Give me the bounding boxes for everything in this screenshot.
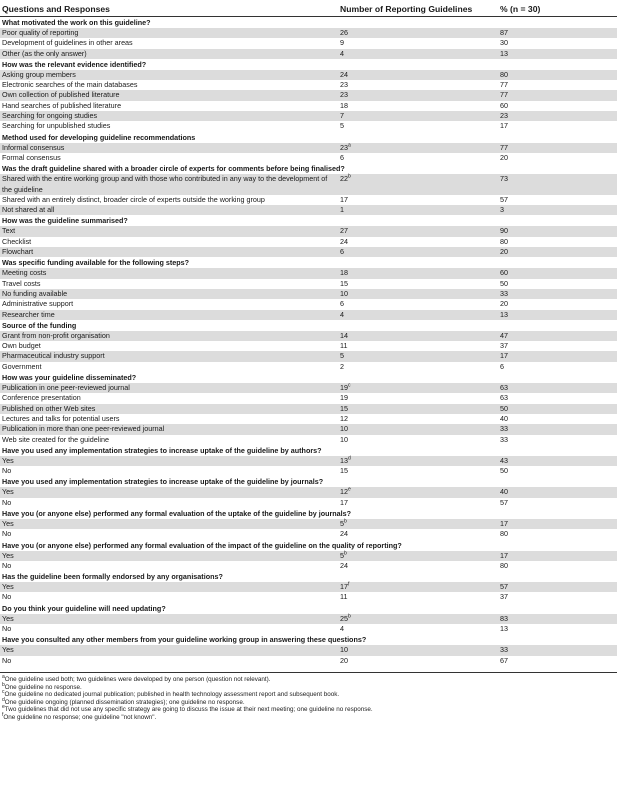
- response-count: 15: [340, 403, 348, 413]
- table-row: [0, 38, 617, 48]
- response-percent: 87: [498, 28, 617, 38]
- footnote: [2, 673, 615, 684]
- response-count: 15: [340, 466, 348, 476]
- response-count: 17: [340, 582, 348, 592]
- section-heading-row: [0, 372, 617, 383]
- footnote-text: One guideline no dedicated journal publication; published in health technology assessment report and subsequent book.: [4, 691, 340, 699]
- table-row: [0, 529, 617, 539]
- response-count: 24: [340, 69, 348, 79]
- response-count-cell: [338, 551, 498, 561]
- response-count: 23: [340, 90, 348, 100]
- section-heading: What motivated the work on this guideline?: [0, 17, 617, 29]
- section-heading-row: [0, 163, 617, 174]
- section-heading: Have you consulted any other members from your guideline working group in answering these questions?: [0, 634, 617, 645]
- response-label: Not shared at all: [0, 205, 338, 215]
- response-percent: 30: [498, 38, 617, 48]
- response-count: 13: [340, 455, 348, 465]
- response-label: Own budget: [0, 341, 338, 351]
- response-count: 1: [340, 205, 344, 215]
- section-heading-row: [0, 508, 617, 519]
- response-percent: 57: [498, 498, 617, 508]
- response-count-cell: [338, 645, 498, 655]
- response-percent: 17: [498, 519, 617, 529]
- response-count-cell: [338, 195, 498, 205]
- table-row: [0, 237, 617, 247]
- response-label: Yes: [0, 614, 338, 624]
- response-label: Own collection of published literature: [0, 90, 338, 100]
- response-count-cell: [338, 404, 498, 414]
- response-count-cell: [338, 70, 498, 80]
- footnote-marker: b: [344, 550, 347, 557]
- footnote-mark: e: [2, 704, 5, 711]
- table-row: [0, 299, 617, 309]
- response-label: Yes: [0, 582, 338, 592]
- response-label: No: [0, 592, 338, 602]
- section-heading: Method used for developing guideline recommendations: [0, 132, 617, 143]
- response-count: 19: [340, 383, 348, 393]
- response-percent: 6: [498, 362, 617, 372]
- response-percent: 60: [498, 101, 617, 111]
- response-count: 26: [340, 28, 348, 37]
- response-percent: 37: [498, 341, 617, 351]
- response-percent: 50: [498, 279, 617, 289]
- response-label: Hand searches of published literature: [0, 101, 338, 111]
- response-count-cell: [338, 310, 498, 320]
- footnote-text: One guideline used both; two guidelines were developed by one person (question not relevant).: [4, 675, 271, 683]
- footnote-mark: b: [2, 681, 5, 688]
- section-heading-row: [0, 132, 617, 143]
- response-count: 10: [340, 645, 348, 655]
- response-count-cell: [338, 226, 498, 236]
- response-label: Informal consensus: [0, 143, 338, 153]
- response-percent: 20: [498, 299, 617, 309]
- table-header-row: [0, 0, 617, 17]
- response-label: Pharmaceutical industry support: [0, 351, 338, 361]
- section-heading: Was the draft guideline shared with a broader circle of experts for comments before being finalised?: [0, 163, 617, 174]
- response-count-cell: [338, 383, 498, 393]
- section-heading: Have you used any implementation strategies to increase uptake of the guideline by authors?: [0, 445, 617, 456]
- table-row: [0, 121, 617, 131]
- response-count-cell: [338, 362, 498, 372]
- footnote-marker: e: [348, 487, 351, 493]
- response-count: 18: [340, 100, 348, 110]
- response-count-cell: [338, 424, 498, 434]
- response-count-cell: [338, 341, 498, 351]
- response-label: Researcher time: [0, 310, 338, 320]
- response-percent: 77: [498, 90, 617, 100]
- response-percent: 57: [498, 582, 617, 592]
- footnote-marker: c: [348, 382, 351, 389]
- response-percent: 67: [498, 656, 617, 666]
- response-percent: 23: [498, 111, 617, 121]
- response-percent: 43: [498, 456, 617, 466]
- footnote-mark: a: [2, 673, 5, 680]
- response-count-cell: [338, 111, 498, 121]
- response-percent: 50: [498, 404, 617, 414]
- response-count: 24: [340, 236, 348, 246]
- footnote-mark: f: [2, 711, 4, 718]
- response-label: Text: [0, 226, 338, 236]
- response-count: 5: [340, 550, 344, 560]
- response-count: 27: [340, 226, 348, 236]
- response-percent: 13: [498, 310, 617, 320]
- response-count: 23: [340, 80, 348, 90]
- section-heading: How was your guideline disseminated?: [0, 372, 617, 383]
- response-label: No: [0, 561, 338, 571]
- response-count-cell: [338, 143, 498, 153]
- response-percent: 77: [498, 80, 617, 90]
- response-label: Yes: [0, 519, 338, 529]
- response-count: 9: [340, 38, 344, 48]
- response-count: 22: [340, 174, 348, 184]
- response-count: 7: [340, 111, 344, 121]
- response-count-cell: [338, 487, 498, 497]
- table-row: [0, 561, 617, 571]
- response-label: No: [0, 529, 338, 539]
- footnote-text: One guideline no response.: [4, 683, 82, 691]
- response-count: 6: [340, 299, 344, 309]
- response-count-cell: [338, 592, 498, 602]
- response-percent: 17: [498, 551, 617, 561]
- response-count: 5: [340, 121, 344, 131]
- table-row: [0, 383, 617, 393]
- response-label: Travel costs: [0, 279, 338, 289]
- response-count-cell: [338, 656, 498, 666]
- response-count: 10: [340, 424, 348, 434]
- response-count-cell: [338, 101, 498, 111]
- response-count: 12: [340, 487, 348, 497]
- response-count: 25: [340, 613, 348, 623]
- response-percent: 20: [498, 247, 617, 257]
- response-label: No: [0, 466, 338, 476]
- response-count-cell: [338, 561, 498, 571]
- table-row: [0, 101, 617, 111]
- table-row: [0, 195, 617, 205]
- response-count-cell: [338, 351, 498, 361]
- section-heading: Do you think your guideline will need updating?: [0, 603, 617, 614]
- section-heading: Has the guideline been formally endorsed by any organisations?: [0, 571, 617, 582]
- response-label: Flowchart: [0, 247, 338, 257]
- response-label: Publication in more than one peer-reviewed journal: [0, 424, 338, 434]
- response-percent: 63: [498, 383, 617, 393]
- response-label: Development of guidelines in other areas: [0, 38, 338, 48]
- response-label: Poor quality of reporting: [0, 28, 338, 38]
- response-label: Shared with an entirely distinct, broader circle of experts outside the working group: [0, 195, 338, 205]
- response-count-cell: [338, 414, 498, 424]
- section-heading-row: [0, 571, 617, 582]
- response-percent: 47: [498, 331, 617, 341]
- response-count-cell: [338, 153, 498, 163]
- footnote-marker: f: [348, 581, 350, 588]
- table-row: [0, 551, 617, 561]
- response-percent: 60: [498, 268, 617, 278]
- response-label: Yes: [0, 645, 338, 655]
- table-row: [0, 143, 617, 153]
- response-count-cell: [338, 121, 498, 131]
- response-label: No: [0, 656, 338, 666]
- response-count: 17: [340, 497, 348, 507]
- header-percent: % (n = 30): [498, 0, 617, 17]
- response-count-cell: [338, 624, 498, 634]
- section-heading: Source of the funding: [0, 320, 617, 331]
- response-label: Checklist: [0, 237, 338, 247]
- response-percent: 40: [498, 487, 617, 497]
- response-count-cell: [338, 247, 498, 257]
- table-row: [0, 80, 617, 90]
- response-label: Searching for unpublished studies: [0, 121, 338, 131]
- table-row: [0, 331, 617, 341]
- section-heading: Was specific funding available for the following steps?: [0, 257, 617, 268]
- response-label: No funding available: [0, 289, 338, 299]
- response-label: Asking group members: [0, 70, 338, 80]
- table-row: [0, 226, 617, 236]
- response-count: 14: [340, 330, 348, 340]
- table-row: [0, 414, 617, 424]
- response-percent: 80: [498, 529, 617, 539]
- response-count-cell: [338, 289, 498, 299]
- footnote-text: One guideline ongoing (planned dissemination strategies); one guideline no response.: [4, 698, 245, 706]
- response-count-cell: [338, 49, 498, 59]
- footnote-marker: b: [348, 613, 351, 620]
- table-row: [0, 645, 617, 655]
- response-percent: 37: [498, 592, 617, 602]
- response-percent: 80: [498, 561, 617, 571]
- section-heading-row: [0, 445, 617, 456]
- table-row: [0, 592, 617, 602]
- footnote-marker: b: [348, 173, 351, 180]
- section-heading-row: [0, 540, 617, 551]
- response-label: Government: [0, 362, 338, 372]
- response-percent: 63: [498, 393, 617, 403]
- response-count-cell: [338, 299, 498, 309]
- response-label: Yes: [0, 551, 338, 561]
- response-count: 11: [340, 592, 348, 602]
- table-row: [0, 393, 617, 403]
- response-count-cell: [338, 435, 498, 445]
- response-count: 6: [340, 247, 344, 257]
- section-heading-row: [0, 59, 617, 70]
- response-percent: 57: [498, 195, 617, 205]
- response-label: Administrative support: [0, 299, 338, 309]
- response-label: Conference presentation: [0, 393, 338, 403]
- section-heading: Have you (or anyone else) performed any formal evaluation of the impact of the guideline on the quality of reporting?: [0, 540, 617, 551]
- table-row: [0, 435, 617, 445]
- response-label: No: [0, 624, 338, 634]
- footnote: [2, 706, 615, 714]
- response-count-cell: [338, 174, 498, 195]
- table-row: [0, 498, 617, 508]
- section-heading-row: [0, 476, 617, 487]
- response-count: 12: [340, 413, 348, 423]
- response-percent: 17: [498, 351, 617, 361]
- section-heading: How was the relevant evidence identified?: [0, 59, 617, 70]
- table-row: [0, 519, 617, 529]
- response-label: Electronic searches of the main databases: [0, 80, 338, 90]
- table-row: [0, 49, 617, 59]
- response-count-cell: [338, 456, 498, 466]
- response-percent: 20: [498, 153, 617, 163]
- response-count: 5: [340, 518, 344, 528]
- response-count-cell: [338, 237, 498, 247]
- response-count-cell: [338, 205, 498, 215]
- section-heading-row: [0, 215, 617, 226]
- response-percent: 80: [498, 70, 617, 80]
- response-count: 17: [340, 194, 348, 204]
- table-row: [0, 466, 617, 476]
- response-percent: 33: [498, 435, 617, 445]
- response-count: 6: [340, 152, 344, 162]
- table-row: [0, 28, 617, 38]
- response-percent: 90: [498, 226, 617, 236]
- table-row: [0, 362, 617, 372]
- response-percent: 33: [498, 289, 617, 299]
- footnote-mark: d: [2, 696, 5, 703]
- table-row: [0, 582, 617, 592]
- response-percent: 50: [498, 466, 617, 476]
- table-row: [0, 351, 617, 361]
- response-label: Other (as the only answer): [0, 49, 338, 59]
- response-label: Web site created for the guideline: [0, 435, 338, 445]
- response-count: 5: [340, 351, 344, 361]
- section-heading: Have you used any implementation strategies to increase uptake of the guideline by journals?: [0, 476, 617, 487]
- response-label: No: [0, 498, 338, 508]
- footnote-marker: b: [344, 518, 347, 525]
- section-heading-row: [0, 320, 617, 331]
- response-count: 4: [340, 624, 344, 634]
- response-count-cell: [338, 28, 498, 38]
- table-row: [0, 205, 617, 215]
- section-heading-row: [0, 603, 617, 614]
- response-label: Grant from non-profit organisation: [0, 331, 338, 341]
- response-count-cell: [338, 279, 498, 289]
- response-count-cell: [338, 519, 498, 529]
- response-count: 10: [340, 288, 348, 298]
- footnote: [2, 681, 615, 692]
- response-count: 10: [340, 434, 348, 444]
- response-count: 20: [340, 655, 348, 665]
- footnote-text: One guideline no response; one guideline "not known".: [3, 713, 157, 721]
- table-row: [0, 487, 617, 497]
- response-percent: 77: [498, 143, 617, 153]
- response-label: Published on other Web sites: [0, 404, 338, 414]
- response-count-cell: [338, 466, 498, 476]
- response-count: 18: [340, 268, 348, 278]
- table-row: [0, 289, 617, 299]
- table-row: [0, 111, 617, 121]
- response-label: Yes: [0, 487, 338, 497]
- response-count: 4: [340, 48, 344, 58]
- response-count-cell: [338, 614, 498, 624]
- response-label: Lectures and talks for potential users: [0, 414, 338, 424]
- response-count: 24: [340, 529, 348, 539]
- table-row: [0, 656, 617, 666]
- response-count: 2: [340, 361, 344, 371]
- response-percent: 33: [498, 645, 617, 655]
- response-label: Publication in one peer-reviewed journal: [0, 383, 338, 393]
- response-count-cell: [338, 90, 498, 100]
- section-heading-row: [0, 257, 617, 268]
- footnote: [2, 711, 615, 722]
- table-row: [0, 341, 617, 351]
- footnote-marker: a: [348, 142, 351, 149]
- response-count: 4: [340, 309, 344, 319]
- response-percent: 83: [498, 614, 617, 624]
- header-questions: Questions and Responses: [0, 0, 338, 17]
- response-percent: 13: [498, 49, 617, 59]
- response-count: 19: [340, 393, 348, 403]
- table-row: [0, 90, 617, 100]
- table-row: [0, 279, 617, 289]
- footnote-mark: c: [2, 689, 5, 696]
- table-row: [0, 247, 617, 257]
- response-count-cell: [338, 582, 498, 592]
- table-row: [0, 268, 617, 278]
- footnote: [2, 691, 615, 699]
- table-row: [0, 174, 617, 195]
- table-row: [0, 70, 617, 80]
- table-row: [0, 614, 617, 624]
- section-heading: Have you (or anyone else) performed any formal evaluation of the uptake of the guideline by journals?: [0, 508, 617, 519]
- table-body: [0, 17, 617, 666]
- response-label: Shared with the entire working group and with those who contributed in any way to the development of the guideline: [0, 174, 338, 195]
- response-count-cell: [338, 268, 498, 278]
- footnotes: [0, 672, 617, 722]
- section-heading-row: [0, 634, 617, 645]
- response-count: 15: [340, 278, 348, 288]
- response-label: Formal consensus: [0, 153, 338, 163]
- header-count: Number of Reporting Guidelines: [338, 0, 498, 17]
- response-count-cell: [338, 80, 498, 90]
- response-percent: 33: [498, 424, 617, 434]
- response-percent: 73: [498, 174, 617, 195]
- response-count: 24: [340, 560, 348, 570]
- response-percent: 80: [498, 237, 617, 247]
- response-percent: 13: [498, 624, 617, 634]
- response-percent: 3: [498, 205, 617, 215]
- response-count: 11: [340, 341, 348, 351]
- response-count-cell: [338, 331, 498, 341]
- response-count: 23: [340, 142, 348, 152]
- table-row: [0, 456, 617, 466]
- response-label: Searching for ongoing studies: [0, 111, 338, 121]
- response-label: Meeting costs: [0, 268, 338, 278]
- response-count-cell: [338, 498, 498, 508]
- table-row: [0, 424, 617, 434]
- response-count-cell: [338, 38, 498, 48]
- table-row: [0, 404, 617, 414]
- response-percent: 40: [498, 414, 617, 424]
- table-row: [0, 153, 617, 163]
- section-heading: How was the guideline summarised?: [0, 215, 617, 226]
- response-count-cell: [338, 393, 498, 403]
- footnote-marker: d: [348, 455, 351, 462]
- table-row: [0, 310, 617, 320]
- footnote-text: Two guidelines that did not use any specific strategy are going to discuss the issue at their next meeting; one guideline no response.: [4, 706, 373, 714]
- table-row: [0, 624, 617, 634]
- section-heading-row: [0, 17, 617, 29]
- response-count-cell: [338, 529, 498, 539]
- response-percent: 17: [498, 121, 617, 131]
- response-label: Yes: [0, 456, 338, 466]
